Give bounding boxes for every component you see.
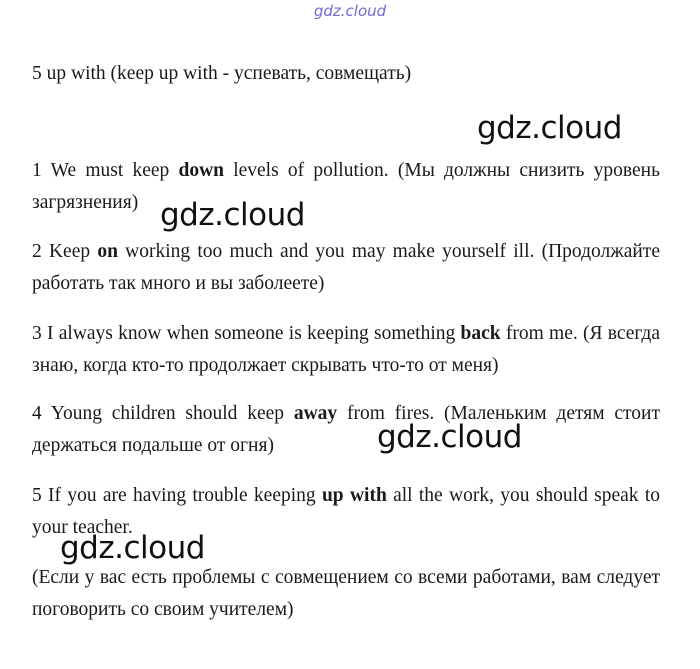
sentence-1 xyxy=(32,155,660,219)
sentence-3-before: 3 I always know when someone is keeping something xyxy=(32,323,461,344)
watermark-3: gdz.cloud xyxy=(377,419,522,455)
sentence-2-after: working too much and you may make yourself ill. (Продолжайте работать так много и вы заболеете) xyxy=(32,241,660,294)
sentence-1-keyword: down xyxy=(178,160,224,181)
sentence-1-after: levels of pollution. (Мы должны снизить уровень загрязнения) xyxy=(32,160,660,213)
sentence-5-translation: (Если у вас есть проблемы с совмещением со всеми работами, вам следует поговорить со своим учителем) xyxy=(32,567,660,620)
sentence-1-before: 1 We must keep xyxy=(32,160,179,181)
top-watermark: gdz.cloud xyxy=(313,2,387,20)
watermark-1: gdz.cloud xyxy=(477,110,622,146)
sentence-5-keyword: up with xyxy=(321,485,387,506)
sentence-5-after: all the work, you should speak to your teacher. xyxy=(32,485,661,538)
sentence-3-keyword: back xyxy=(460,323,501,344)
watermark-4: gdz.cloud xyxy=(60,530,205,566)
sentence-4-before: 4 Young children should keep xyxy=(32,403,294,424)
watermark-2: gdz.cloud xyxy=(160,197,305,233)
sentence-4-after: from fires. (Маленьким детям стоит держаться подальше от огня) xyxy=(32,403,660,456)
sentence-3 xyxy=(32,318,660,382)
sentence-3-after: from me. (Я всегда знаю, когда кто-то продолжает скрывать что-то от меня) xyxy=(32,323,660,376)
sentence-4 xyxy=(32,398,660,462)
sentence-2 xyxy=(32,236,660,300)
heading-line: 5 up with (keep up with - успевать, совмещать) xyxy=(32,63,412,84)
sentence-2-before: 2 Keep xyxy=(32,241,98,262)
sentence-5-before: 5 If you are having trouble keeping xyxy=(32,485,322,506)
sentence-4-keyword: away xyxy=(293,403,338,424)
sentence-2-keyword: on xyxy=(97,241,118,262)
